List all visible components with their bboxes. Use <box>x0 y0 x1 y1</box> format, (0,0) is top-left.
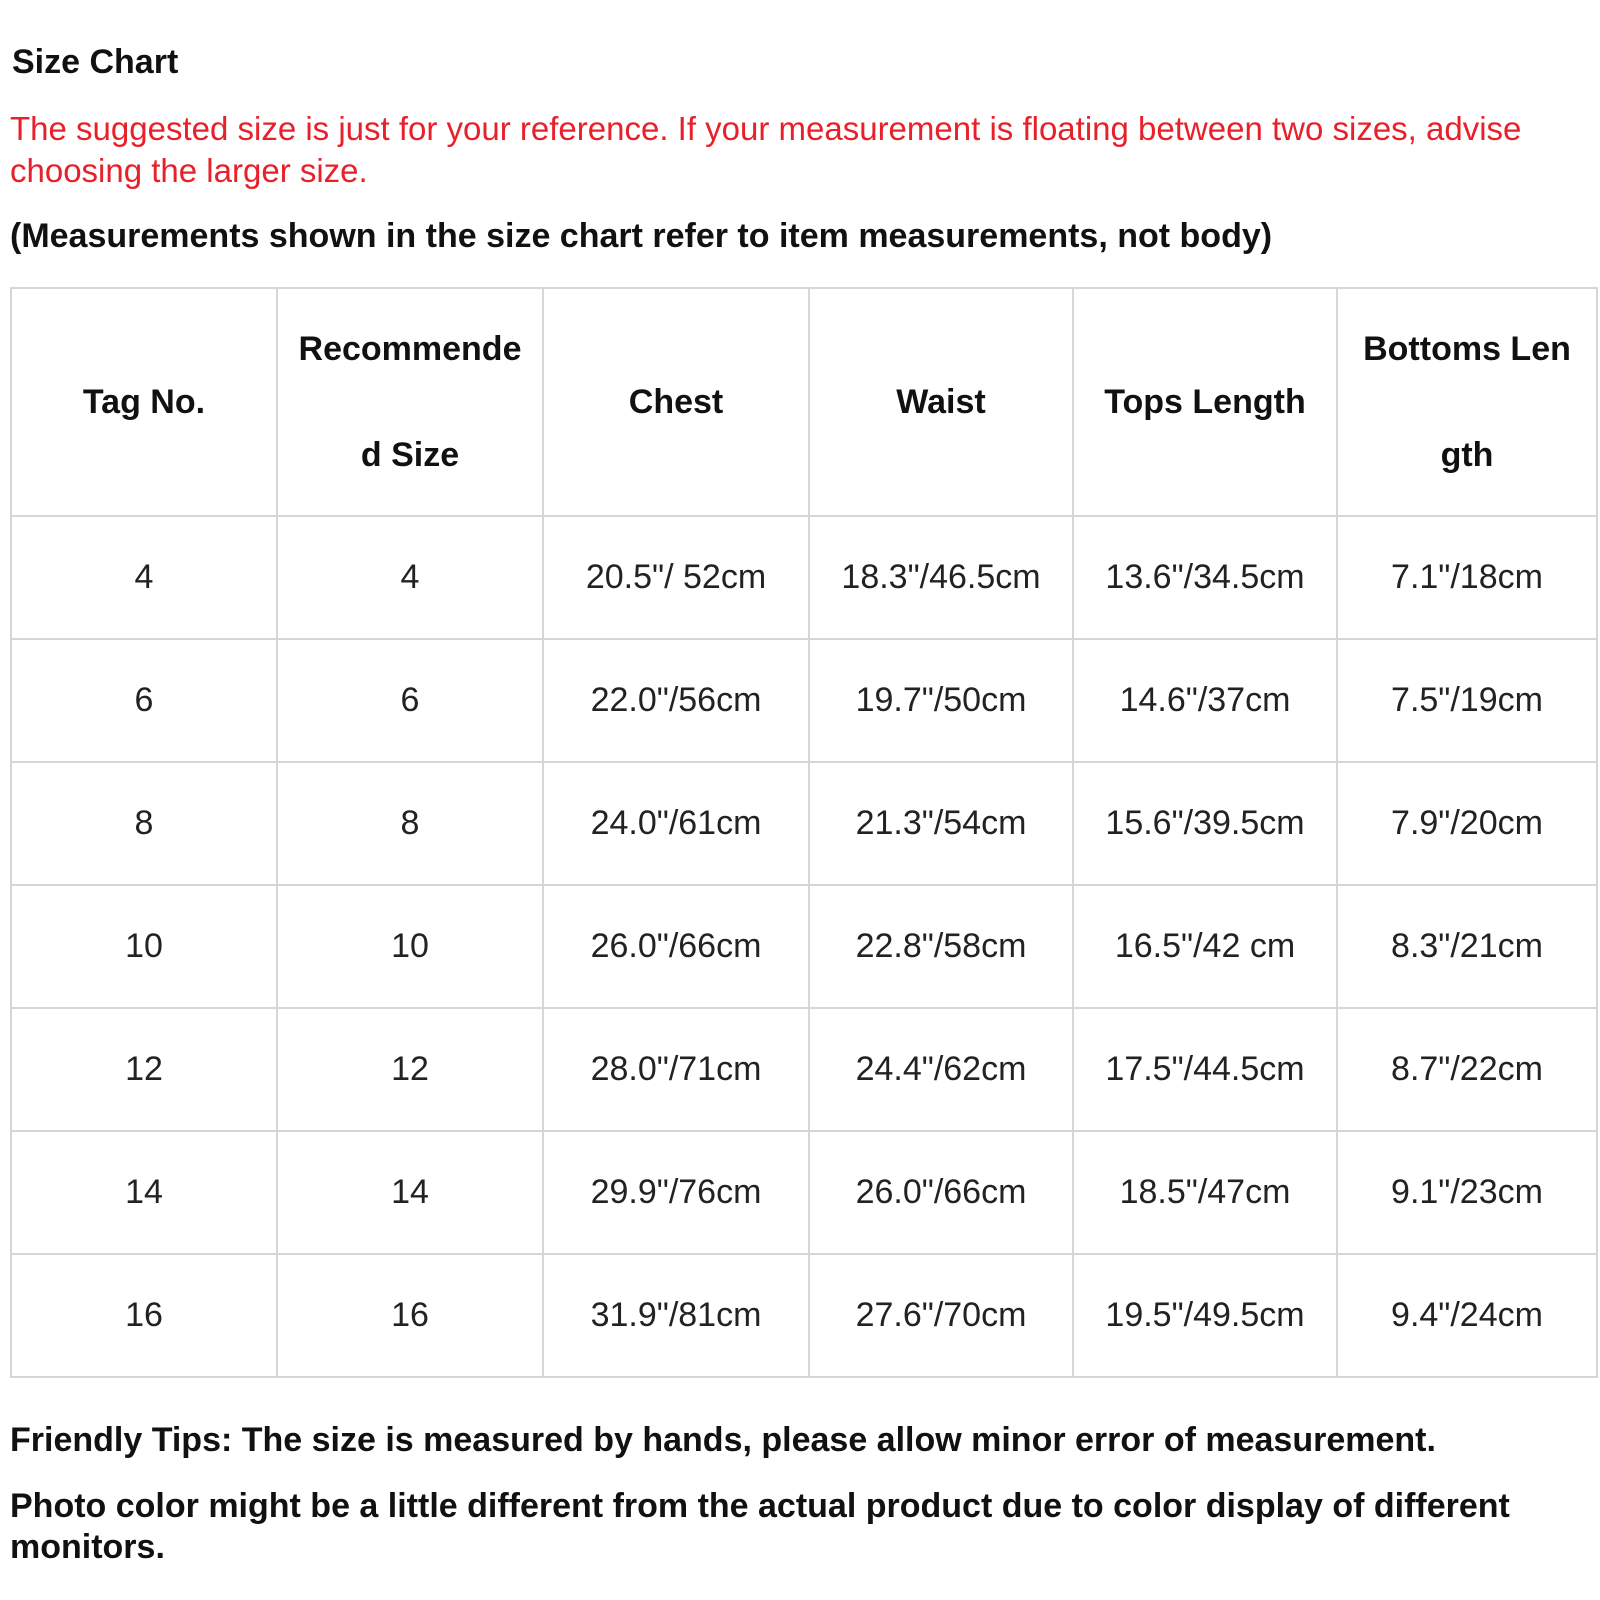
cell-waist: 19.7"/50cm <box>809 639 1073 762</box>
cell-waist: 22.8"/58cm <box>809 885 1073 1008</box>
cell-tops-length: 16.5"/42 cm <box>1073 885 1337 1008</box>
cell-bottoms-length: 8.7"/22cm <box>1337 1008 1597 1131</box>
cell-chest: 22.0"/56cm <box>543 639 809 762</box>
column-header-bottoms-length: Bottoms Len gth <box>1337 288 1597 516</box>
cell-waist: 21.3"/54cm <box>809 762 1073 885</box>
cell-recommended-size: 14 <box>277 1131 543 1254</box>
cell-recommended-size: 12 <box>277 1008 543 1131</box>
cell-tag-no: 12 <box>11 1008 277 1131</box>
friendly-tips: Friendly Tips: The size is measured by hands, please allow minor error of measurement. <box>10 1421 1436 1459</box>
cell-recommended-size: 16 <box>277 1254 543 1377</box>
table-row <box>11 762 1597 885</box>
column-header-waist: Waist <box>809 288 1073 516</box>
cell-tag-no: 4 <box>11 516 277 639</box>
page-title: Size Chart <box>12 43 179 81</box>
cell-bottoms-length: 9.1"/23cm <box>1337 1131 1597 1254</box>
cell-waist: 18.3"/46.5cm <box>809 516 1073 639</box>
table-row <box>11 639 1597 762</box>
cell-chest: 28.0"/71cm <box>543 1008 809 1131</box>
column-header-chest: Chest <box>543 288 809 516</box>
cell-waist: 27.6"/70cm <box>809 1254 1073 1377</box>
cell-chest: 31.9"/81cm <box>543 1254 809 1377</box>
table-row <box>11 1008 1597 1131</box>
size-advice-note: The suggested size is just for your reference. If your measurement is floating between two sizes, advise choosing the larger size. <box>10 110 1522 189</box>
cell-bottoms-length: 7.9"/20cm <box>1337 762 1597 885</box>
column-header-tag-no: Tag No. <box>11 288 277 516</box>
cell-waist: 24.4"/62cm <box>809 1008 1073 1131</box>
table-row <box>11 516 1597 639</box>
cell-recommended-size: 8 <box>277 762 543 885</box>
table-header-row <box>11 288 1597 516</box>
table-row <box>11 885 1597 1008</box>
column-header-tops-length: Tops Length <box>1073 288 1337 516</box>
measurement-disclaimer: (Measurements shown in the size chart refer to item measurements, not body) <box>10 217 1273 255</box>
cell-recommended-size: 6 <box>277 639 543 762</box>
photo-color-note: Photo color might be a little different from the actual product due to color display of different monitors. <box>10 1487 1510 1566</box>
cell-tops-length: 15.6"/39.5cm <box>1073 762 1337 885</box>
cell-chest: 20.5"/ 52cm <box>543 516 809 639</box>
size-table <box>10 287 1598 1378</box>
cell-waist: 26.0"/66cm <box>809 1131 1073 1254</box>
cell-recommended-size: 4 <box>277 516 543 639</box>
cell-tops-length: 13.6"/34.5cm <box>1073 516 1337 639</box>
cell-chest: 24.0"/61cm <box>543 762 809 885</box>
table-row <box>11 1254 1597 1377</box>
cell-tops-length: 17.5"/44.5cm <box>1073 1008 1337 1131</box>
column-header-recommended-size: Recommende d Size <box>277 288 543 516</box>
cell-tops-length: 14.6"/37cm <box>1073 639 1337 762</box>
cell-chest: 26.0"/66cm <box>543 885 809 1008</box>
cell-tops-length: 19.5"/49.5cm <box>1073 1254 1337 1377</box>
cell-tag-no: 8 <box>11 762 277 885</box>
cell-recommended-size: 10 <box>277 885 543 1008</box>
table-row <box>11 1131 1597 1254</box>
cell-chest: 29.9"/76cm <box>543 1131 809 1254</box>
cell-tag-no: 16 <box>11 1254 277 1377</box>
cell-bottoms-length: 7.5"/19cm <box>1337 639 1597 762</box>
cell-bottoms-length: 7.1"/18cm <box>1337 516 1597 639</box>
cell-bottoms-length: 9.4"/24cm <box>1337 1254 1597 1377</box>
cell-tops-length: 18.5"/47cm <box>1073 1131 1337 1254</box>
cell-tag-no: 10 <box>11 885 277 1008</box>
cell-bottoms-length: 8.3"/21cm <box>1337 885 1597 1008</box>
cell-tag-no: 14 <box>11 1131 277 1254</box>
cell-tag-no: 6 <box>11 639 277 762</box>
